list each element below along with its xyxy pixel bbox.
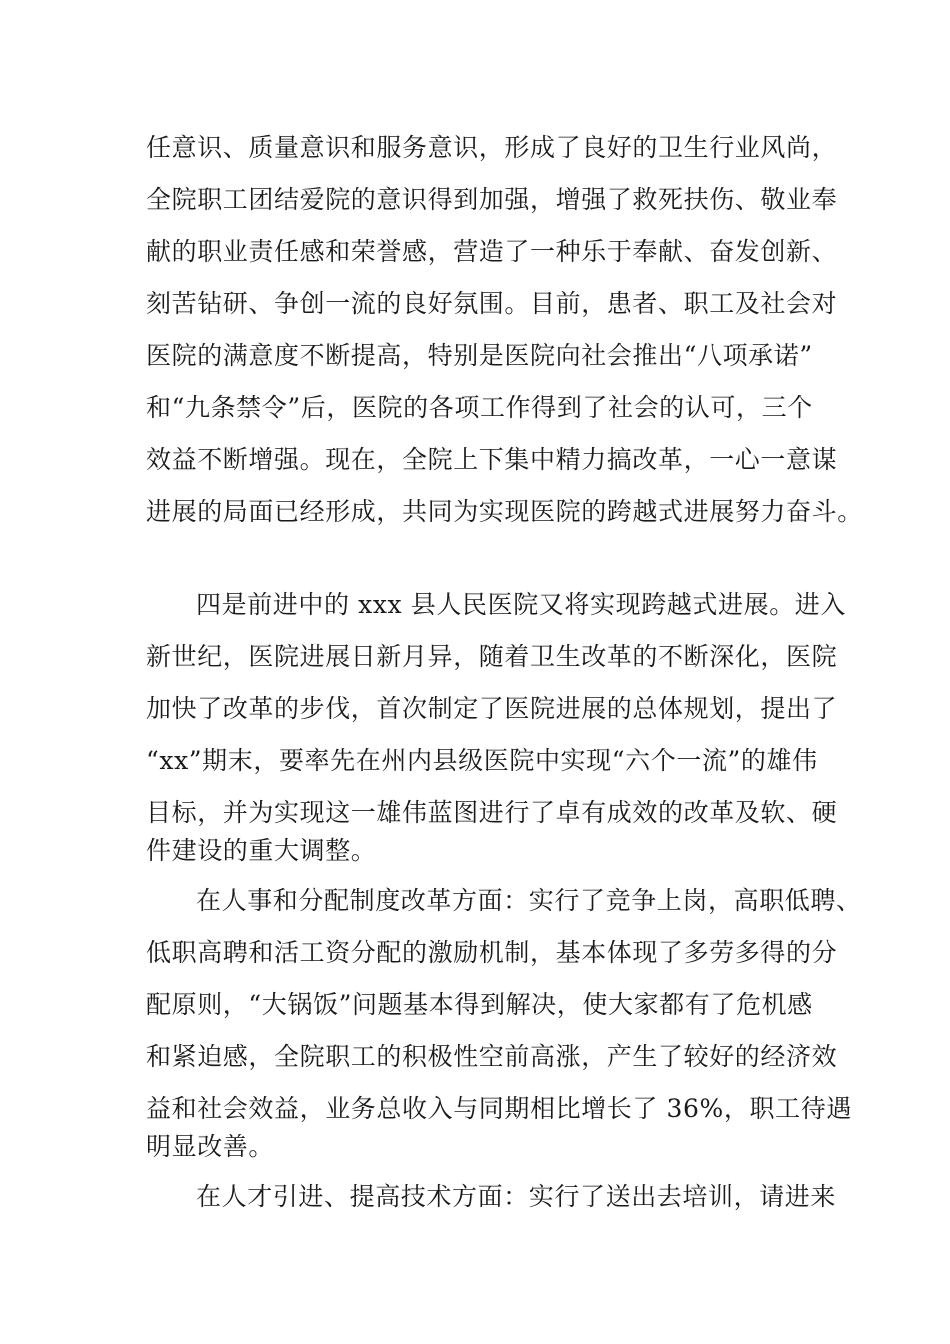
text-line-8: 进展的局面已经形成，共同为实现医院的跨越式进展努力奋斗。 bbox=[146, 497, 863, 526]
text-line-11: 加快了改革的步伐，首次制定了医院进展的总体规划，提出了 bbox=[146, 694, 838, 723]
text-line-3: 献的职业责任感和荣誉感，营造了一种乐于奉献、奋发创新、 bbox=[146, 237, 838, 266]
text-line-5: 医院的满意度不断提高，特别是医院向社会推出“八项承诺” bbox=[146, 341, 813, 370]
text-line-1: 任意识、质量意识和服务意识，形成了良好的卫生行业风尚， bbox=[146, 133, 838, 162]
text-line-2: 全院职工团结爱院的意识得到加强，增强了救死扶伤、敬业奉 bbox=[146, 185, 838, 214]
text-line-10: 新世纪，医院进展日新月异，随着卫生改革的不断深化，医院 bbox=[146, 642, 838, 671]
text-line-4: 刻苦钻研、争创一流的良好氛围。目前，患者、职工及社会对 bbox=[146, 289, 838, 318]
text-line-20: 明显改善。 bbox=[146, 1132, 275, 1161]
text-line-16: 低职高聘和活工资分配的激励机制，基本体现了多劳多得的分 bbox=[146, 938, 838, 967]
text-line-12: “xx”期末，要率先在州内县级医院中实现“六个一流”的雄伟 bbox=[146, 746, 818, 775]
text-line-13: 目标，并为实现这一雄伟蓝图进行了卓有成效的改革及软、硬 bbox=[146, 798, 838, 827]
text-line-7: 效益不断增强。现在，全院上下集中精力搞改革，一心一意谋 bbox=[146, 445, 838, 474]
paragraph-talent-first-line: 在人才引进、提高技术方面：实行了送出去培训，请进来 bbox=[196, 1182, 837, 1211]
text-line-6: 和“九条禁令”后，医院的各项工作得到了社会的认可，三个 bbox=[146, 393, 813, 422]
text-line-18: 和紧迫感，全院职工的积极性空前高涨，产生了较好的经济效 bbox=[146, 1042, 838, 1071]
paragraph-4-first-line: 四是前进中的 xxx 县人民医院又将实现跨越式进展。进入 bbox=[196, 590, 846, 619]
text-line-17: 配原则，“大锅饭”问题基本得到解决，使大家都有了危机感 bbox=[146, 990, 813, 1019]
text-line-14: 件建设的重大调整。 bbox=[146, 836, 377, 865]
paragraph-personnel-first-line: 在人事和分配制度改革方面：实行了竞争上岗，高职低聘、 bbox=[196, 886, 862, 915]
text-line-19: 益和社会效益，业务总收入与同期相比增长了 36%，职工待遇 bbox=[146, 1094, 852, 1123]
